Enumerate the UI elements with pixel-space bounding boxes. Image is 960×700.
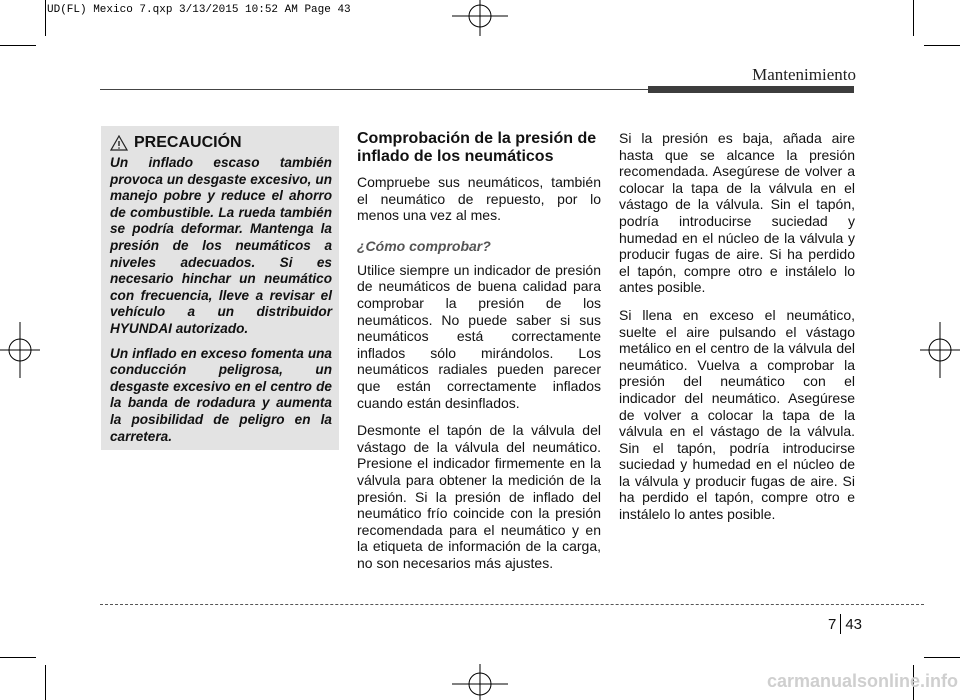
page-index: 43	[845, 615, 863, 633]
body-paragraph: Desmonte el tapón de la válvula del vástago de la válvula del neumático. Presione el indicador firmemente en la válvula para obtener la medición de la presión. Si la presión de inflado del neumático frío coincide con la presión recomendada para el neumático y en la etiqueta de información de la carga, no son necesarios más ajustes.	[357, 422, 601, 571]
caution-heading	[110, 134, 332, 152]
crop-mark	[0, 45, 36, 46]
body-paragraph: Si la presión es baja, añada aire hasta que se alcance la presión recomendada. Asegúrese de volver a colocar la tapa de la válvula en el vástago de la válvula. Sin el tapón, podría introducirse suciedad y humedad en el núcleo de la válvula y producir fugas de aire. Si ha perdido el tapón, compre otro e instálelo lo antes posible.	[619, 130, 855, 296]
crop-mark	[924, 45, 960, 46]
registration-mark-icon	[448, 664, 512, 700]
section-header: Mantenimiento	[752, 65, 856, 84]
chapter-number: 7	[828, 615, 837, 633]
main-column	[357, 130, 601, 582]
page-number	[828, 614, 862, 634]
crop-mark	[45, 665, 46, 700]
warning-triangle-icon	[110, 135, 128, 151]
registration-mark-icon	[448, 0, 512, 36]
caution-paragraph: Un inflado escaso también provoca un desgaste excesivo, un manejo pobre y reduce el ahorro de combustible. La rueda también se podría deformar. Mantenga la presión de los neumáticos a niveles adecuados. Si es necesario hinchar un neumático con frecuencia, lleve a revisar el vehículo a un distribuidor HYUNDAI autorizado.	[110, 155, 332, 336]
caution-box	[101, 126, 339, 450]
crop-mark	[45, 0, 46, 36]
header-bar	[648, 86, 854, 93]
print-slug: UD(FL) Mexico 7.qxp 3/13/2015 10:52 AM Page 43	[47, 4, 351, 16]
crop-mark	[913, 0, 914, 36]
footer-rule	[100, 604, 924, 605]
right-column	[619, 130, 855, 534]
page-separator	[840, 614, 841, 634]
watermark: carmanualsonline.info	[766, 671, 958, 691]
caution-paragraph: Un inflado en exceso fomenta una conducción peligrosa, un desgaste excesivo en el centro de la banda de rodadura y aumenta la posibilidad de peligro en la carretera.	[110, 345, 332, 444]
intro-paragraph: Compruebe sus neumáticos, también el neumático de repuesto, por lo menos una vez al mes.	[357, 174, 601, 224]
subsection-title: ¿Cómo comprobar?	[357, 237, 491, 254]
registration-mark-icon	[0, 318, 40, 382]
body-paragraph: Si llena en exceso el neumático, suelte el aire pulsando el vástago metálico en el centro de la válvula del neumático. Vuelva a comprobar la presión del neumático con el indicador del neumático. Asegúrese de volver a colocar la tapa de la válvula en el vástago de la válvula. Sin el tapón, podría introducirse suciedad y humedad en el núcleo de la válvula y producir fugas de aire. Si ha perdido el tapón, compre otro e instálelo lo antes posible.	[619, 306, 855, 523]
crop-mark	[924, 657, 960, 658]
registration-mark-icon	[920, 318, 960, 382]
caution-title: PRECAUCIÓN	[134, 134, 242, 151]
crop-mark	[0, 657, 36, 658]
body-paragraph: Utilice siempre un indicador de presión de neumáticos de buena calidad para comprobar la presión de los neumáticos. No puede saber si sus neumáticos está correctamente inflados sólo mirándolos. Los neumáticos radiales pueden parecer que están correctamente inflados cuando están desinflados.	[357, 261, 601, 411]
section-title: Comprobación de la presión de inflado de los neumáticos	[357, 130, 597, 165]
